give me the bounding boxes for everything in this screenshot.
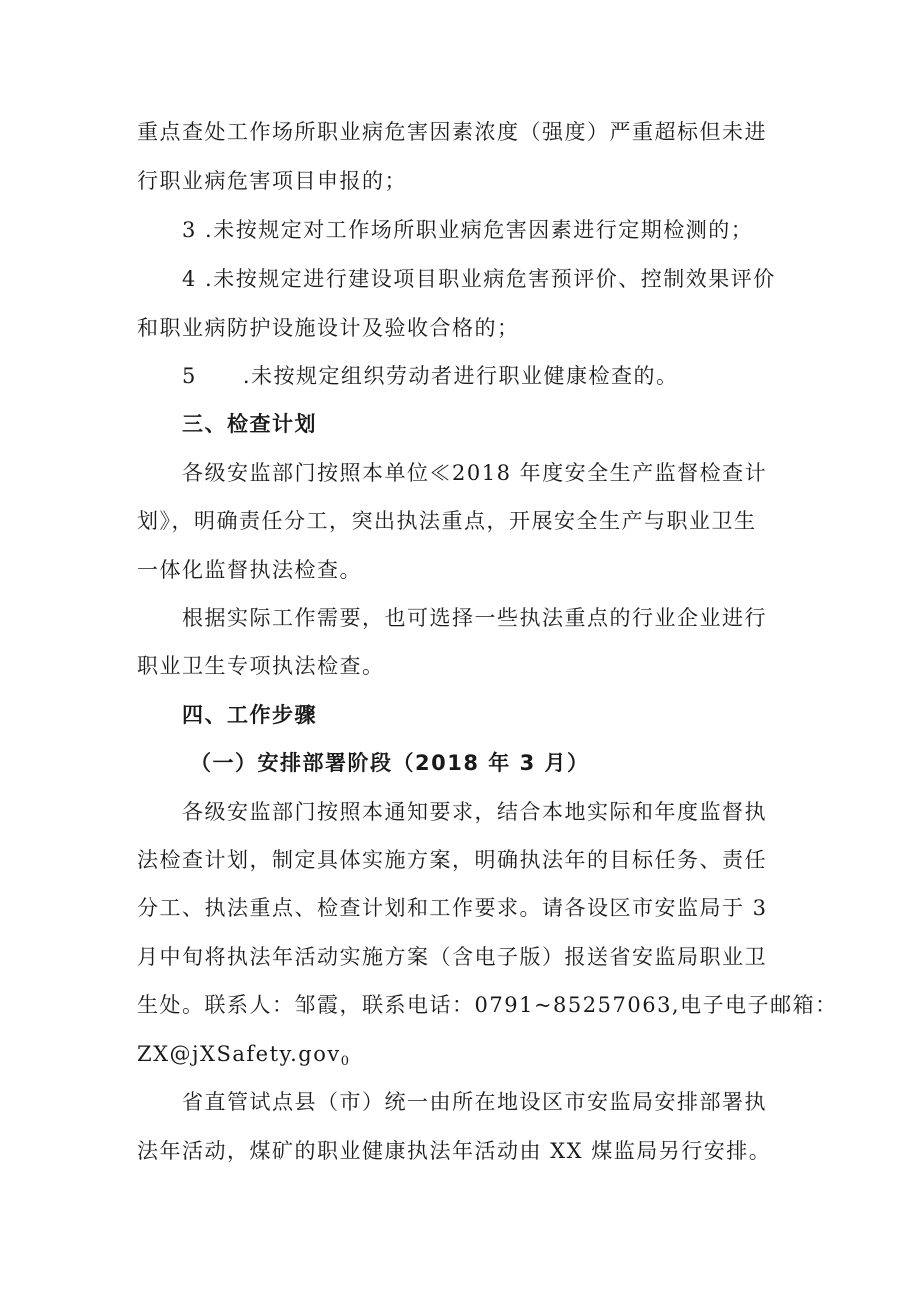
- paragraph-line: 月中旬将执法年活动实施方案（含电子版）报送省安监局职业卫: [137, 945, 767, 969]
- paragraph-line: 一体化监督执法检查。: [137, 558, 362, 582]
- list-item-5-text: .未按规定组织劳动者进行职业健康检查的。: [242, 364, 679, 388]
- list-item-4-continuation: 和职业病防护设施设计及验收合格的；: [137, 316, 520, 340]
- paragraph-line: 法检查计划，制定具体实施方案，明确执法年的目标任务、责任: [137, 848, 767, 872]
- email-line: [137, 1039, 349, 1077]
- paragraph-line: 各级安监部门按照本单位≪2018 年度安全生产监督检查计: [182, 461, 768, 485]
- paragraph-line: 分工、执法重点、检查计划和工作要求。请各设区市安监局于 3: [137, 896, 768, 920]
- paragraph-line: 生处。联系人：邹霞，联系电话：0791~85257063,电子电子邮箱：: [137, 993, 838, 1017]
- paragraph-line: 职业卫生专项执法检查。: [137, 654, 385, 678]
- email-subscript: 0: [340, 1054, 350, 1069]
- list-item-4: 4 .未按规定进行建设项目职业病危害预评价、控制效果评价: [182, 267, 776, 291]
- section-3-heading: 三、检查计划: [182, 412, 317, 436]
- paragraph-line: 省直管试点县（市）统一由所在地设区市安监局安排部署执: [182, 1090, 767, 1114]
- paragraph-line: 重点查处工作场所职业病危害因素浓度（强度）严重超标但未进: [137, 120, 767, 144]
- list-item-3: 3 .未按规定对工作场所职业病危害因素进行定期检测的；: [182, 218, 754, 242]
- section-4-subheading: （一）安排部署阶段（2018 年 3 月）: [190, 751, 590, 775]
- email-address: ZX@jXSafety.gov: [137, 1042, 341, 1066]
- paragraph-line: 行职业病危害项目申报的；: [137, 169, 407, 193]
- paragraph-line: 法年活动，煤矿的职业健康执法年活动由 XX 煤监局另行安排。: [137, 1139, 772, 1163]
- section-4-heading: 四、工作步骤: [182, 703, 317, 727]
- paragraph-line: 划》，明确责任分工，突出执法重点，开展安全生产与职业卫生: [137, 509, 757, 533]
- paragraph-line: 各级安监部门按照本通知要求，结合本地实际和年度监督执: [182, 800, 767, 824]
- paragraph-line: 根据实际工作需要，也可选择一些执法重点的行业企业进行: [182, 606, 767, 630]
- list-item-5-number: 5: [182, 364, 197, 388]
- list-item-5: [182, 361, 679, 391]
